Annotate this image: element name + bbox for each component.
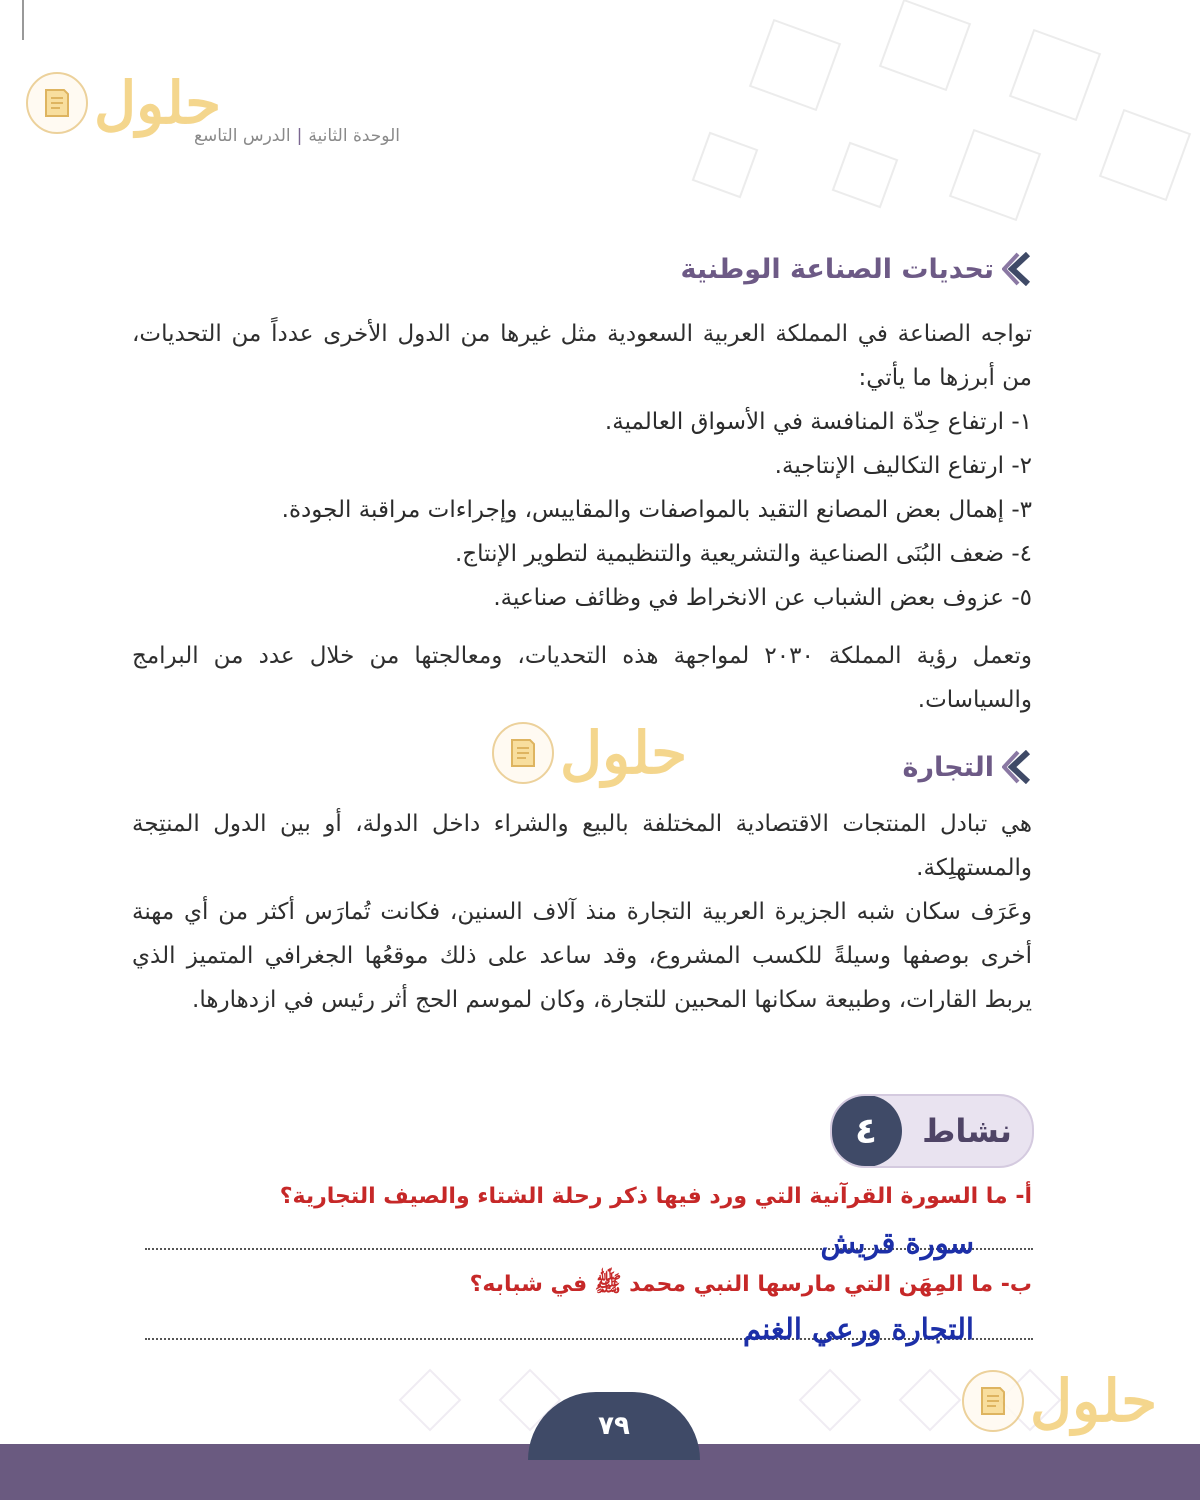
breadcrumb	[140, 126, 400, 154]
watermark-text: حلول	[94, 69, 222, 137]
book-icon	[962, 1370, 1024, 1432]
list-item: ١- ارتفاع حِدّة المنافسة في الأسواق العالمية.	[604, 409, 1032, 435]
question-a: أ- ما السورة القرآنية التي ورد فيها ذكر رحلة الشتاء والصيف التجارية؟	[279, 1184, 1032, 1209]
crop-mark	[0, 0, 24, 40]
chevron-left-icon	[1002, 750, 1032, 784]
breadcrumb-unit: الوحدة الثانية	[308, 126, 400, 146]
answer-a: سورة قريش	[820, 1226, 974, 1260]
watermark-logo	[492, 719, 688, 787]
section-title: تحديات الصناعة الوطنية	[680, 253, 994, 285]
breadcrumb-separator: |	[296, 126, 303, 146]
list-item: ٣- إهمال بعض المصانع التقيد بالمواصفات والمقاييس، وإجراءات مراقبة الجودة.	[281, 497, 1032, 523]
breadcrumb-lesson: الدرس التاسع	[193, 126, 291, 146]
challenges-list	[132, 400, 1032, 620]
list-item: ٥- عزوف بعض الشباب عن الانخراط في وظائف صناعية.	[493, 585, 1032, 611]
chevron-left-icon	[1002, 252, 1032, 286]
section-heading-challenges	[680, 252, 1032, 286]
watermark-text: حلول	[560, 719, 688, 787]
book-icon	[26, 72, 88, 134]
book-icon	[492, 722, 554, 784]
list-item: ٤- ضعف البُنَى الصناعية والتشريعية والتنظيمية لتطوير الإنتاج.	[455, 541, 1032, 567]
activity-number: ٤	[830, 1095, 902, 1167]
watermark-logo	[962, 1367, 1158, 1435]
section-heading-trade	[903, 750, 1033, 784]
section-closing: وتعمل رؤية المملكة ٢٠٣٠ لمواجهة هذه التحديات، ومعالجتها من خلال عدد من البرامج والسياسات.	[132, 643, 1033, 713]
page-number: ٧٩	[528, 1392, 700, 1460]
section-intro: تواجه الصناعة في المملكة العربية السعودية مثل غيرها من الدول الأخرى عدداً من التحديات، من أبرزها ما يأتي:	[132, 321, 1032, 391]
answer-b: التجارة ورعي الغنم	[742, 1312, 974, 1346]
activity-badge	[830, 1094, 1034, 1168]
section-title: التجارة	[902, 751, 994, 783]
question-b: ب- ما المِهَن التي مارسها النبي محمد ﷺ في شبابه؟	[469, 1272, 1032, 1297]
trade-definition: هي تبادل المنتجات الاقتصادية المختلفة بالبيع والشراء داخل الدولة، أو بين الدول المنتِجة والمستهلِكة.	[132, 811, 1032, 881]
trade-history: وعَرَف سكان شبه الجزيرة العربية التجارة منذ آلاف السنين، فكانت تُمارَس أكثر من أي مهنة أخرى بوصفها وسيلةً للكسب المشروع، وقد ساعد على ذلك موقعُها الجغرافي المتميز الذي يربط القارات، وطبيعة سكانها المحبين للتجارة، وكان لموسم الحج أثر رئيس في ازدهارها.	[132, 899, 1032, 1013]
background-pattern	[640, 0, 1200, 260]
activity-label: نشاط	[922, 1112, 1012, 1150]
watermark-logo	[26, 69, 222, 137]
watermark-text: حلول	[1030, 1367, 1158, 1435]
list-item: ٢- ارتفاع التكاليف الإنتاجية.	[774, 453, 1032, 479]
